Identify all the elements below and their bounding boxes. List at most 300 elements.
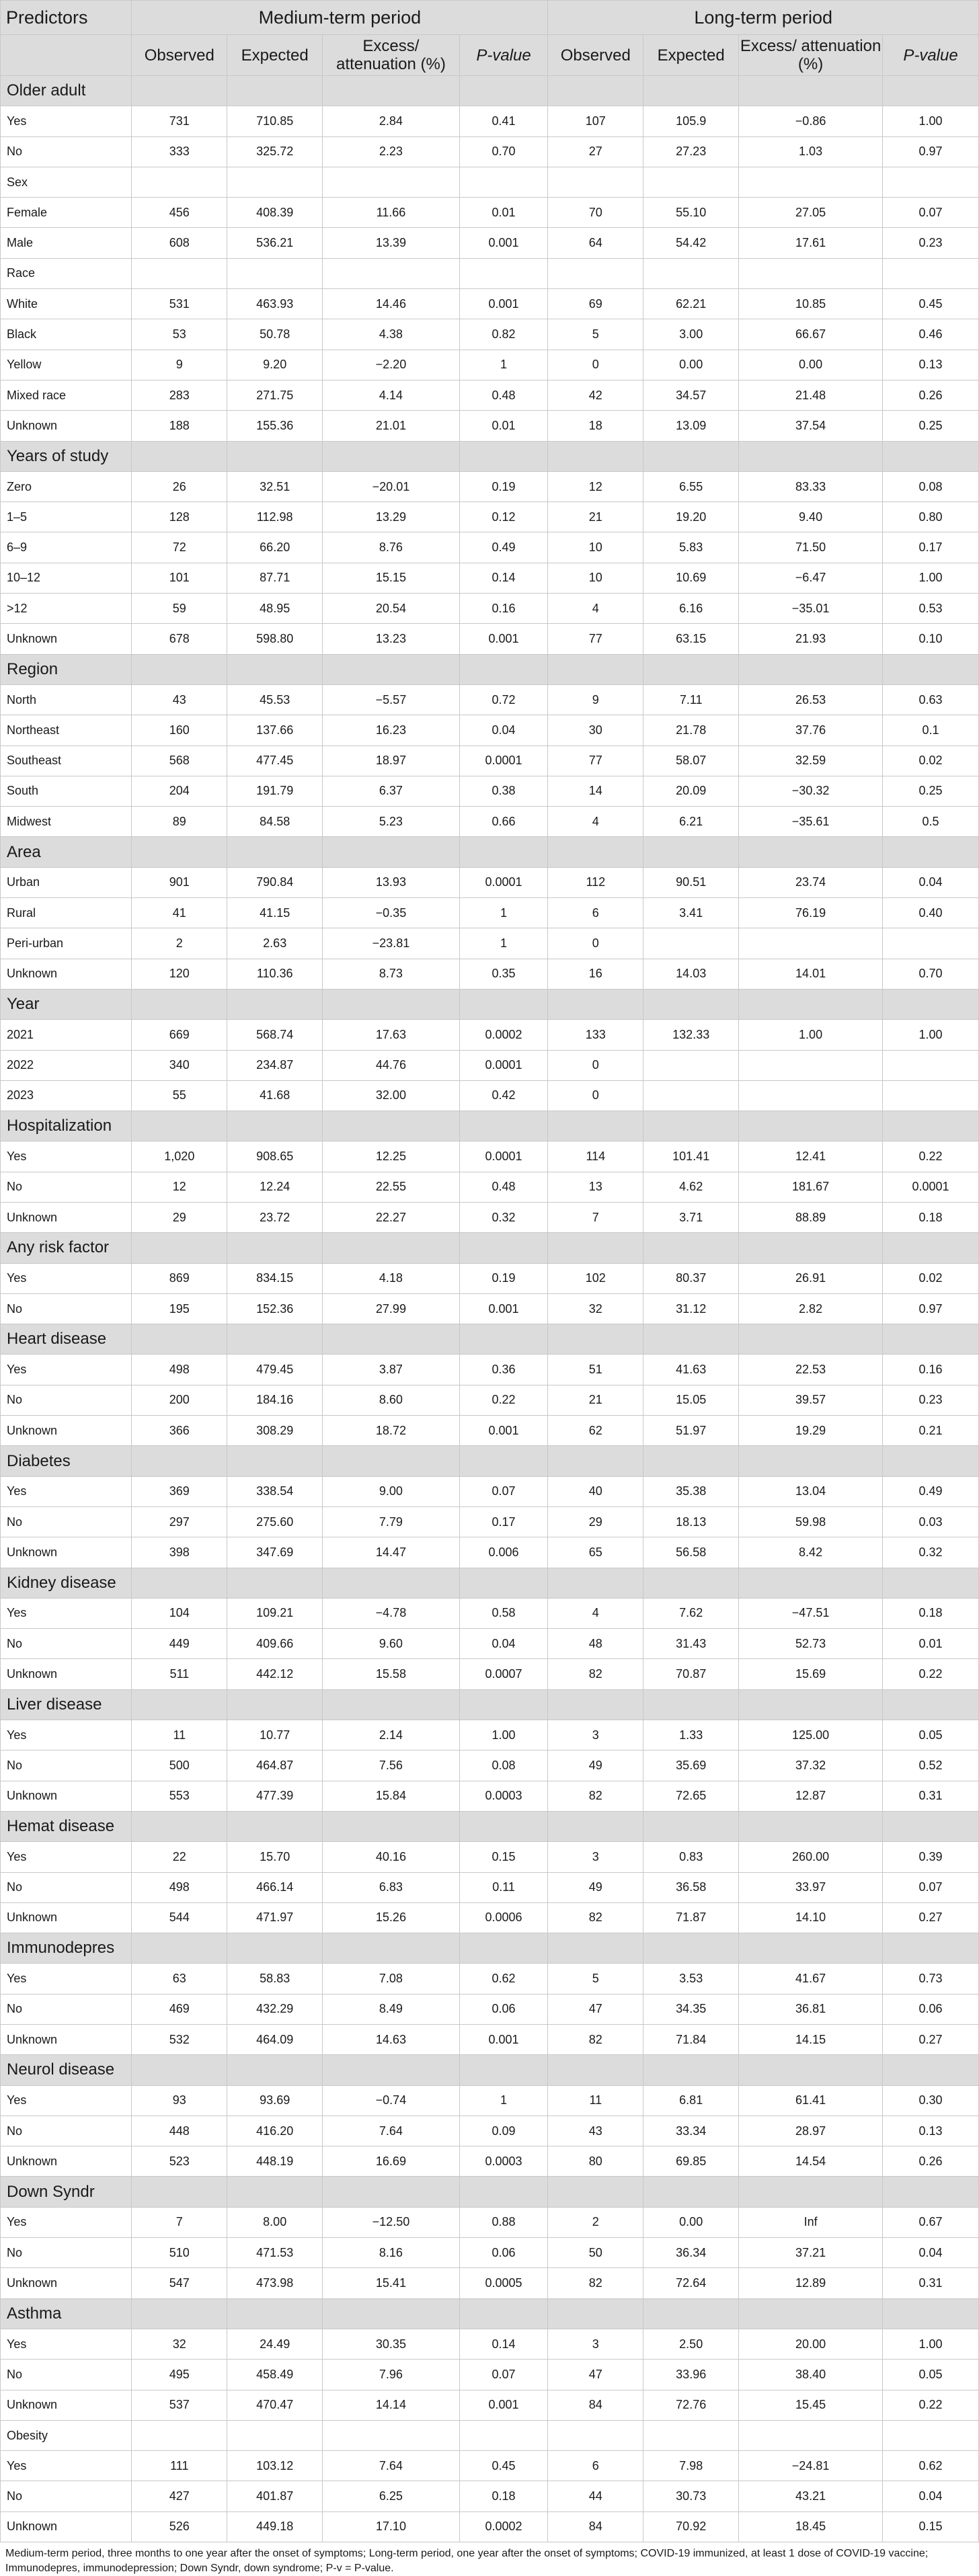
data-cell: 48 <box>548 1629 643 1659</box>
table-row <box>1 1872 979 1902</box>
data-cell: 0.97 <box>883 1293 979 1324</box>
data-cell: 0.05 <box>883 1720 979 1750</box>
row-label: Unknown <box>1 1781 132 1811</box>
section-header-row <box>1 76 979 106</box>
data-cell: 0.22 <box>883 2390 979 2420</box>
data-cell: 195 <box>132 1293 227 1324</box>
data-cell: 2.23 <box>323 136 460 167</box>
data-cell: 14 <box>548 776 643 806</box>
data-cell: 13.09 <box>643 411 739 441</box>
section-header-empty-cell <box>739 1324 883 1355</box>
section-header-empty-cell <box>227 2055 323 2085</box>
row-label: Unknown <box>1 2511 132 2542</box>
data-cell: −5.57 <box>323 684 460 715</box>
data-cell <box>739 1080 883 1111</box>
table-row <box>1 715 979 746</box>
data-cell: 0.03 <box>883 1506 979 1537</box>
section-header-row <box>1 441 979 471</box>
data-cell: 15.26 <box>323 1902 460 1933</box>
table-row <box>1 1416 979 1446</box>
data-cell: −4.78 <box>323 1598 460 1628</box>
data-cell: 59.98 <box>739 1506 883 1537</box>
section-header-empty-cell <box>548 76 643 106</box>
data-cell <box>739 928 883 959</box>
data-cell: 15.41 <box>323 2268 460 2298</box>
section-title: Race <box>1 258 132 288</box>
data-cell: 0.31 <box>883 1781 979 1811</box>
data-cell: 64 <box>548 228 643 258</box>
section-header-empty-cell <box>323 2177 460 2207</box>
data-cell: 0.58 <box>459 1598 548 1628</box>
section-header-empty-cell <box>739 258 883 288</box>
medium-term-header: Medium-term period <box>132 1 548 35</box>
data-cell: 0.27 <box>883 2025 979 2055</box>
data-cell: 3.41 <box>643 898 739 928</box>
data-cell: 19.29 <box>739 1416 883 1446</box>
data-cell: 568 <box>132 746 227 776</box>
section-header-empty-cell <box>739 1689 883 1720</box>
table-row <box>1 1902 979 1933</box>
data-cell: 0.13 <box>883 350 979 380</box>
section-header-empty-cell <box>883 1568 979 1598</box>
data-cell: 0.001 <box>459 1416 548 1446</box>
excess-header-long: Excess/ attenuation (%) <box>739 35 883 76</box>
table-row <box>1 624 979 654</box>
section-header-empty-cell <box>227 1811 323 1841</box>
section-header-empty-cell <box>132 1689 227 1720</box>
data-cell: 40 <box>548 1476 643 1506</box>
data-cell: 22.27 <box>323 1202 460 1232</box>
section-header-empty-cell <box>132 258 227 288</box>
data-cell: 3.53 <box>643 1964 739 1994</box>
data-cell: 82 <box>548 2268 643 2298</box>
data-cell: 495 <box>132 2360 227 2390</box>
data-cell: 48.95 <box>227 594 323 624</box>
data-cell: 1 <box>459 898 548 928</box>
data-cell: 0.07 <box>459 1476 548 1506</box>
data-cell <box>883 1080 979 1111</box>
data-cell: 8.00 <box>227 2207 323 2237</box>
data-cell: 70.92 <box>643 2511 739 2542</box>
data-cell: 21 <box>548 1385 643 1415</box>
data-cell: 2.14 <box>323 1720 460 1750</box>
data-cell: 1.00 <box>883 106 979 136</box>
section-header-empty-cell <box>883 1446 979 1476</box>
row-label: No <box>1 2481 132 2511</box>
section-header-empty-cell <box>132 1111 227 1141</box>
data-cell: 0.001 <box>459 1293 548 1324</box>
section-header-empty-cell <box>459 2420 548 2450</box>
data-cell <box>739 1050 883 1080</box>
section-header-empty-cell <box>548 1324 643 1355</box>
section-header-empty-cell <box>323 2055 460 2085</box>
data-cell: 0.46 <box>883 319 979 350</box>
data-cell: 598.80 <box>227 624 323 654</box>
data-cell: 15.84 <box>323 1781 460 1811</box>
data-cell: 283 <box>132 380 227 410</box>
section-header-empty-cell <box>883 1233 979 1263</box>
data-cell: 37.21 <box>739 2238 883 2268</box>
table-row <box>1 289 979 319</box>
data-cell: 27.23 <box>643 136 739 167</box>
table-row <box>1 684 979 715</box>
data-cell: 49 <box>548 1872 643 1902</box>
data-cell: 2.50 <box>643 2329 739 2359</box>
data-cell: 0.63 <box>883 684 979 715</box>
section-header-empty-cell <box>459 76 548 106</box>
data-cell: 0.82 <box>459 319 548 350</box>
data-cell: 8.49 <box>323 1994 460 2024</box>
section-header-empty-cell <box>227 1446 323 1476</box>
data-cell: 9.20 <box>227 350 323 380</box>
section-header-empty-cell <box>459 1111 548 1141</box>
data-cell: 0.18 <box>459 2481 548 2511</box>
section-title: Older adult <box>1 76 132 106</box>
data-cell: 35.38 <box>643 1476 739 1506</box>
row-label: No <box>1 1994 132 2024</box>
data-cell: 0.05 <box>883 2360 979 2390</box>
data-cell: 21.01 <box>323 411 460 441</box>
data-cell: 0.07 <box>459 2360 548 2390</box>
data-cell: 41.68 <box>227 1080 323 1111</box>
data-cell: 458.49 <box>227 2360 323 2390</box>
data-cell: 50.78 <box>227 319 323 350</box>
section-header-empty-cell <box>323 989 460 1019</box>
data-cell: 26.53 <box>739 684 883 715</box>
data-cell: 12.87 <box>739 1781 883 1811</box>
data-cell: 107 <box>548 106 643 136</box>
data-cell: 432.29 <box>227 1994 323 2024</box>
data-cell: 0.25 <box>883 411 979 441</box>
data-cell: 0.67 <box>883 2207 979 2237</box>
data-cell: 2.82 <box>739 1293 883 1324</box>
section-header-empty-cell <box>883 1689 979 1720</box>
row-label: Unknown <box>1 2268 132 2298</box>
table-row <box>1 563 979 593</box>
data-cell: 27 <box>548 136 643 167</box>
data-cell: 59 <box>132 594 227 624</box>
data-cell: 1.33 <box>643 1720 739 1750</box>
row-label: No <box>1 1750 132 1781</box>
section-header-empty-cell <box>883 2298 979 2329</box>
data-cell: 0.1 <box>883 715 979 746</box>
data-cell: 55.10 <box>643 198 739 228</box>
data-cell: 0.26 <box>883 2146 979 2177</box>
data-cell: 409.66 <box>227 1629 323 1659</box>
data-cell: 0 <box>548 928 643 959</box>
data-cell: 41.67 <box>739 1964 883 1994</box>
data-cell: −47.51 <box>739 1598 883 1628</box>
data-cell: 0.13 <box>883 2116 979 2146</box>
data-cell: 31.43 <box>643 1629 739 1659</box>
data-cell: 19.20 <box>643 502 739 532</box>
data-cell: 0.27 <box>883 1902 979 1933</box>
section-header-empty-cell <box>883 989 979 1019</box>
section-header-empty-cell <box>227 654 323 684</box>
data-cell: 338.54 <box>227 1476 323 1506</box>
section-header-empty-cell <box>548 167 643 197</box>
data-cell: 72.76 <box>643 2390 739 2420</box>
data-cell: 30.35 <box>323 2329 460 2359</box>
section-header-empty-cell <box>132 989 227 1019</box>
data-cell: 12.89 <box>739 2268 883 2298</box>
section-title: Year <box>1 989 132 1019</box>
data-cell: 0.22 <box>883 1141 979 1172</box>
section-header-empty-cell <box>323 1446 460 1476</box>
table-row <box>1 1659 979 1689</box>
data-cell: 17.10 <box>323 2511 460 2542</box>
data-cell: 76.19 <box>739 898 883 928</box>
section-header-empty-cell <box>883 2177 979 2207</box>
table-row <box>1 2360 979 2390</box>
section-header-empty-cell <box>548 441 643 471</box>
section-header-empty-cell <box>132 2055 227 2085</box>
data-cell: 84 <box>548 2511 643 2542</box>
section-header-empty-cell <box>548 2177 643 2207</box>
table-row <box>1 867 979 897</box>
data-cell: 63 <box>132 1964 227 1994</box>
data-cell: 0 <box>548 1080 643 1111</box>
row-label: No <box>1 1872 132 1902</box>
section-header-empty-cell <box>643 258 739 288</box>
data-cell: 15.45 <box>739 2390 883 2420</box>
section-header-empty-cell <box>643 2420 739 2450</box>
data-cell: 83.33 <box>739 471 883 501</box>
data-cell: 71.50 <box>739 532 883 563</box>
section-header-row <box>1 1233 979 1263</box>
data-cell: 14.10 <box>739 1902 883 1933</box>
table-row <box>1 1172 979 1202</box>
data-cell: 29 <box>548 1506 643 1537</box>
data-cell: 44 <box>548 2481 643 2511</box>
section-header-row <box>1 1446 979 1476</box>
data-cell: 790.84 <box>227 867 323 897</box>
table-row <box>1 1506 979 1537</box>
table-row <box>1 471 979 501</box>
data-cell: 0.49 <box>459 532 548 563</box>
data-cell: 7 <box>132 2207 227 2237</box>
observed-header-medium: Observed <box>132 35 227 76</box>
data-cell: 8.60 <box>323 1385 460 1415</box>
section-header-empty-cell <box>227 2177 323 2207</box>
section-header-empty-cell <box>132 1568 227 1598</box>
data-cell: 0.006 <box>459 1537 548 1568</box>
data-cell: 477.45 <box>227 746 323 776</box>
data-cell: 7.62 <box>643 1598 739 1628</box>
data-cell: 18.13 <box>643 1506 739 1537</box>
data-cell: 34.57 <box>643 380 739 410</box>
section-header-empty-cell <box>132 1324 227 1355</box>
data-cell: 5.83 <box>643 532 739 563</box>
section-header-empty-cell <box>459 441 548 471</box>
section-header-empty-cell <box>643 167 739 197</box>
data-cell: 10.69 <box>643 563 739 593</box>
data-cell: 1.00 <box>883 1020 979 1050</box>
section-header-row <box>1 2420 979 2450</box>
data-cell: 63.15 <box>643 624 739 654</box>
data-cell: 20.54 <box>323 594 460 624</box>
data-cell: 43 <box>548 2116 643 2146</box>
table-row <box>1 2329 979 2359</box>
table-row <box>1 746 979 776</box>
data-cell: 93 <box>132 2085 227 2116</box>
data-cell: 0.70 <box>459 136 548 167</box>
section-header-empty-cell <box>883 76 979 106</box>
table-row <box>1 411 979 441</box>
data-cell: 308.29 <box>227 1416 323 1446</box>
section-header-empty-cell <box>739 1568 883 1598</box>
data-cell: 0.22 <box>459 1385 548 1415</box>
table-row <box>1 2511 979 2542</box>
section-header-empty-cell <box>739 2055 883 2085</box>
section-header-empty-cell <box>739 2298 883 2329</box>
data-cell: 0.04 <box>459 715 548 746</box>
section-header-empty-cell <box>643 1568 739 1598</box>
row-label: No <box>1 2116 132 2146</box>
row-label: Male <box>1 228 132 258</box>
section-header-empty-cell <box>883 654 979 684</box>
data-cell: 110.36 <box>227 959 323 989</box>
data-cell: 18 <box>548 411 643 441</box>
section-header-empty-cell <box>739 1811 883 1841</box>
data-cell: 112.98 <box>227 502 323 532</box>
section-header-empty-cell <box>459 1233 548 1263</box>
data-cell: 0.00 <box>739 350 883 380</box>
data-cell: 21.93 <box>739 624 883 654</box>
data-cell: 526 <box>132 2511 227 2542</box>
data-cell: 0.30 <box>883 2085 979 2116</box>
data-cell: 0.09 <box>459 2116 548 2146</box>
section-header-empty-cell <box>883 441 979 471</box>
section-header-empty-cell <box>227 989 323 1019</box>
section-header-empty-cell <box>227 1689 323 1720</box>
row-label: Unknown <box>1 2025 132 2055</box>
section-title: Area <box>1 837 132 867</box>
section-header-empty-cell <box>883 2055 979 2085</box>
data-cell: 102 <box>548 1263 643 1293</box>
section-header-empty-cell <box>883 1111 979 1141</box>
data-cell: 0.88 <box>459 2207 548 2237</box>
data-cell: 3.87 <box>323 1355 460 1385</box>
data-cell: 27.05 <box>739 198 883 228</box>
row-label: Southeast <box>1 746 132 776</box>
section-header-empty-cell <box>227 2420 323 2450</box>
section-header-empty-cell <box>548 2298 643 2329</box>
row-label: 2023 <box>1 1080 132 1111</box>
data-cell: 6.55 <box>643 471 739 501</box>
data-cell: 22.53 <box>739 1355 883 1385</box>
table-row <box>1 380 979 410</box>
data-cell: 17.63 <box>323 1020 460 1050</box>
row-label: Unknown <box>1 1659 132 1689</box>
section-header-empty-cell <box>548 1111 643 1141</box>
data-cell: 0.35 <box>459 959 548 989</box>
data-cell: 498 <box>132 1872 227 1902</box>
data-cell: 0.001 <box>459 228 548 258</box>
section-header-empty-cell <box>132 837 227 867</box>
section-header-empty-cell <box>643 1324 739 1355</box>
data-cell: 77 <box>548 624 643 654</box>
data-cell: 6.81 <box>643 2085 739 2116</box>
data-cell: 21.48 <box>739 380 883 410</box>
data-cell: 532 <box>132 2025 227 2055</box>
section-header-empty-cell <box>323 1111 460 1141</box>
data-cell: 3 <box>548 1842 643 1872</box>
data-cell: 0.52 <box>883 1750 979 1781</box>
table-row <box>1 1080 979 1111</box>
row-label: No <box>1 2360 132 2390</box>
section-header-row <box>1 1568 979 1598</box>
section-header-empty-cell <box>883 1324 979 1355</box>
data-cell: 0.15 <box>883 2511 979 2542</box>
section-header-empty-cell <box>459 2055 548 2085</box>
data-cell: 15.15 <box>323 563 460 593</box>
row-label: Yes <box>1 1842 132 1872</box>
data-cell: 7.64 <box>323 2451 460 2481</box>
data-cell: 901 <box>132 867 227 897</box>
data-cell: 7.98 <box>643 2451 739 2481</box>
data-cell: 133 <box>548 1020 643 1050</box>
data-cell: 4.14 <box>323 380 460 410</box>
data-cell: 191.79 <box>227 776 323 806</box>
data-cell: 26.91 <box>739 1263 883 1293</box>
data-cell: 15.70 <box>227 1842 323 1872</box>
data-cell: 181.67 <box>739 1172 883 1202</box>
data-cell: 51.97 <box>643 1416 739 1446</box>
data-cell: 0.04 <box>883 2238 979 2268</box>
data-cell: 0.0003 <box>459 1781 548 1811</box>
section-header-empty-cell <box>227 1933 323 1964</box>
section-header-empty-cell <box>323 2420 460 2450</box>
data-cell: 32 <box>132 2329 227 2359</box>
data-cell: 0.16 <box>883 1355 979 1385</box>
section-header-empty-cell <box>643 1689 739 1720</box>
data-cell: 0.23 <box>883 228 979 258</box>
row-label: Mixed race <box>1 380 132 410</box>
data-cell: 37.76 <box>739 715 883 746</box>
data-cell: 37.32 <box>739 1750 883 1781</box>
table-row <box>1 228 979 258</box>
data-cell: 0.18 <box>883 1598 979 1628</box>
section-header-empty-cell <box>739 837 883 867</box>
section-header-empty-cell <box>643 2055 739 2085</box>
predictors-header: Predictors <box>1 1 132 35</box>
data-cell <box>883 928 979 959</box>
row-label: Black <box>1 319 132 350</box>
data-cell: 0.001 <box>459 624 548 654</box>
data-cell: 101.41 <box>643 1141 739 1172</box>
data-cell: 21.78 <box>643 715 739 746</box>
section-title: Years of study <box>1 441 132 471</box>
section-title: Heart disease <box>1 1324 132 1355</box>
section-header-empty-cell <box>459 1324 548 1355</box>
data-cell: 31.12 <box>643 1293 739 1324</box>
data-cell: 9.00 <box>323 1476 460 1506</box>
data-cell: 448.19 <box>227 2146 323 2177</box>
row-label: Yes <box>1 1476 132 1506</box>
row-label: Unknown <box>1 411 132 441</box>
data-cell: 0.001 <box>459 289 548 319</box>
table-row <box>1 106 979 136</box>
predictors-subheader-blank <box>1 35 132 76</box>
data-cell: 0.15 <box>459 1842 548 1872</box>
data-cell: 61.41 <box>739 2085 883 2116</box>
row-label: Unknown <box>1 2390 132 2420</box>
data-cell: 0.25 <box>883 776 979 806</box>
data-cell: 14.14 <box>323 2390 460 2420</box>
data-cell: −24.81 <box>739 2451 883 2481</box>
table-row <box>1 136 979 167</box>
